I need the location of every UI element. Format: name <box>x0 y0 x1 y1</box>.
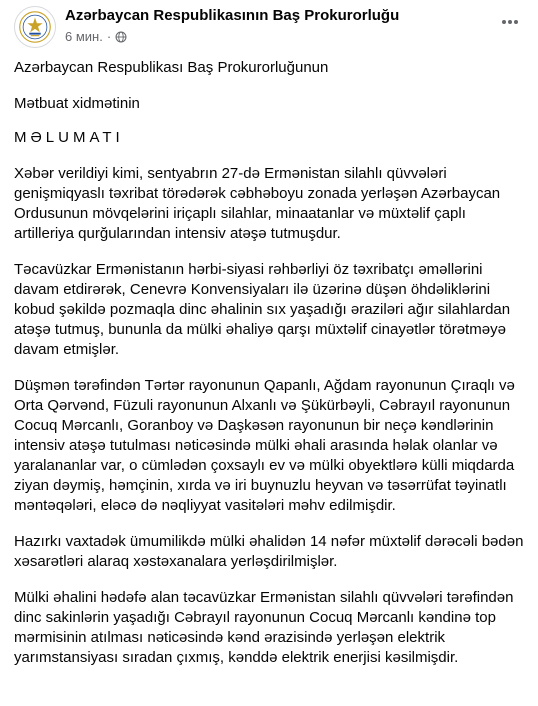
post-heading-line-2: Mətbuat xidmətinin <box>14 95 140 112</box>
page-avatar[interactable] <box>14 6 56 48</box>
post-meta <box>65 29 127 44</box>
post-title: MƏLUMATI <box>14 129 124 146</box>
ellipsis-icon <box>500 12 520 32</box>
post-paragraph: Düşmən tərəfindən Tərtər rayonunun Qapanlı, Ağdam rayonunun Çıraqlı və Orta Qərvənd, Füzuli rayonunun Alxanlı və Şükürbəyli, Cəbrayıl rayonunun Cocuq Mərcanlı, Goranboy və Daşkəsən rayonunun bir neçə kəndlərinin intensiv atəşə tutulması nəticəsində mülki əhali arasında həlak olanlar və yaralananlar var, o cümlədən çoxsaylı ev və mülki obyektlərə külli miqdarda ziyan dəymiş, həmçinin, xırda və iri buynuzlu heyvan və təsərrüfat təyinatlı məntəqələri, eləcə də nəqliyyat vasitələri məhv edilmişdir. <box>14 377 515 514</box>
post-paragraph: Hazırkı vaxtadək ümumilikdə mülki əhalidən 14 nəfər müxtəlif dərəcəli bədən xəsarətləri alaraq xəstəxanalara yerləşdirilmişlər. <box>14 533 524 570</box>
post-paragraph: Mülki əhalini hədəfə alan təcavüzkar Ermənistan silahlı qüvvələri tərəfindən dinc sakinlərin yaşadığı Cəbrayıl rayonunun Cocuq Mərcanlı kəndinə top mərmisinin atılması nəticəsində kənd ərazisində yerləşən elektrik yarımstansiyası sıradan çıxmış, kənddə elektrik enerjisi kəsilmişdir. <box>14 589 514 666</box>
post-paragraph: Xəbər verildiyi kimi, sentyabrın 27-də Ermənistan silahlı qüvvələri genişmiqyaslı təxribat törədərək cəbhəboyu zonada yerləşən Azərbaycan Ordusunun mövqelərini iriçaplı silahlar, minaatanlar və müxtəlif çaplı artilleriya qurğularından intensiv atəşə tutmuşdur. <box>14 165 501 242</box>
post-timestamp[interactable]: 6 мин. <box>65 29 103 44</box>
post-heading-line-1: Azərbaycan Respublikası Baş Prokurorluğunun <box>14 59 329 76</box>
post-header <box>8 0 528 56</box>
globe-icon[interactable] <box>115 31 127 43</box>
prosecutor-emblem-icon <box>15 7 55 47</box>
post-paragraph: Təcavüzkar Ermənistanın hərbi-siyasi rəhbərliyi öz təxribatçı əməllərini davam etdirərək, Cenevrə Konvensiyaları ilə üzərinə düşən öhdəliklərini kobud şəkildə pozmaqla dinc əhalinin sıx yaşadığı əraziləri ağır silahlardan atəşə tutmuş, bununla da mülki əhaliyə qarşı müxtəlif cinayətlər törətməyə davam etmişlər. <box>14 261 511 358</box>
post-body <box>14 58 524 684</box>
post-options-button[interactable] <box>494 6 526 38</box>
meta-separator: · <box>106 29 112 44</box>
page-name-link[interactable]: Azərbaycan Respublikasının Baş Prokurorluğu <box>65 7 400 24</box>
